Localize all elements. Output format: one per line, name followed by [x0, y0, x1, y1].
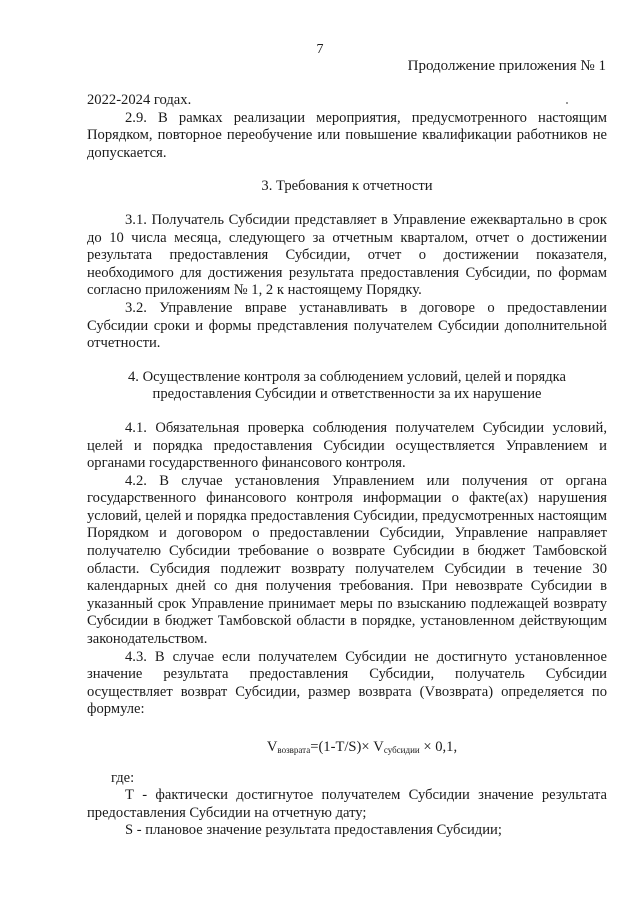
formula-sub-subsidy: субсидии — [383, 745, 420, 755]
appendix-continuation-note: Продолжение приложения № 1 — [407, 58, 606, 74]
formula-middle: =(1-T/S)× V — [310, 739, 384, 755]
paragraph-3-1: 3.1. Получатель Субсидии представляет в Управление ежеквартально в срок до 10 числа месяца, следующего за отчетным кварталом, отчет о достижении результата предоставления Субсидии, отчет о достижении показателя, необходимого для достижения результата предоставления Субсидии, по формам согласно приложениям № 1, 2 к настоящему Порядку. — [87, 211, 607, 299]
section-heading-3: 3. Требования к отчетности — [261, 178, 433, 195]
section-heading-4-line1: 4. Осуществление контроля за соблюдением условий, целей и порядка — [128, 368, 566, 385]
section-heading-4-line2: предоставления Субсидии и ответственности за их нарушение — [152, 386, 542, 403]
paragraph-3-2: 3.2. Управление вправе устанавливать в договоре о предоставлении Субсидии сроки и формы представления получателем Субсидии дополнительной отчетности. — [87, 299, 607, 352]
formula-v: V — [266, 739, 278, 755]
formula-tail: × 0,1, — [419, 739, 458, 755]
paragraph-s-definition: S - плановое значение результата предоставления Субсидии; — [125, 822, 502, 839]
paragraph-t-definition: Т - фактически достигнутое получателем Субсидии значение результата предоставления Субсидии на отчетную дату; — [87, 787, 607, 821]
paragraph-4-3: 4.3. В случае если получателем Субсидии не достигнуто установленное значение результата предоставления Субсидии, получатель Субсидии осуществляет возврат Субсидии, размер возврата (Vвозврата) определяется по формуле: — [87, 648, 607, 718]
formula-where: где: — [111, 769, 135, 786]
formula-sub-refund: возврата — [277, 745, 311, 755]
paragraph-4-2: 4.2. В случае установления Управлением или получения от органа государственного финансового контроля информации о факте(ах) нарушения условий, целей и порядка предоставления Субсидии, предусмотренных настоящим Порядком и договором о предоставлении Субсидии, Управление направляет получателю Субсидии требование о возврате Субсидии в бюджет Тамбовской области. Субсидия подлежит возврату получателем Субсидии в течение 30 календарных дней со дня получения требования. При невозврате Субсидии в указанный срок Управление принимает меры по взысканию подлежащей возврату Субсидии в бюджет Тамбовской области в порядке, установленном действующим законодательством. — [87, 472, 607, 648]
refund-formula — [87, 739, 607, 760]
paragraph-4-1: 4.1. Обязательная проверка соблюдения получателем Субсидии условий, целей и порядка предоставления Субсидии осуществляется Управлением и органами государственного финансового контроля. — [87, 419, 607, 472]
paragraph-2-9: 2.9. В рамках реализации мероприятия, предусмотренного настоящим Порядком, повторное переобучение или повышение квалификации работников не допускается. — [87, 109, 607, 161]
page-number: 7 — [316, 42, 324, 57]
document-body — [87, 92, 607, 840]
paragraph-years: 2022-2024 годах. — [87, 92, 192, 108]
